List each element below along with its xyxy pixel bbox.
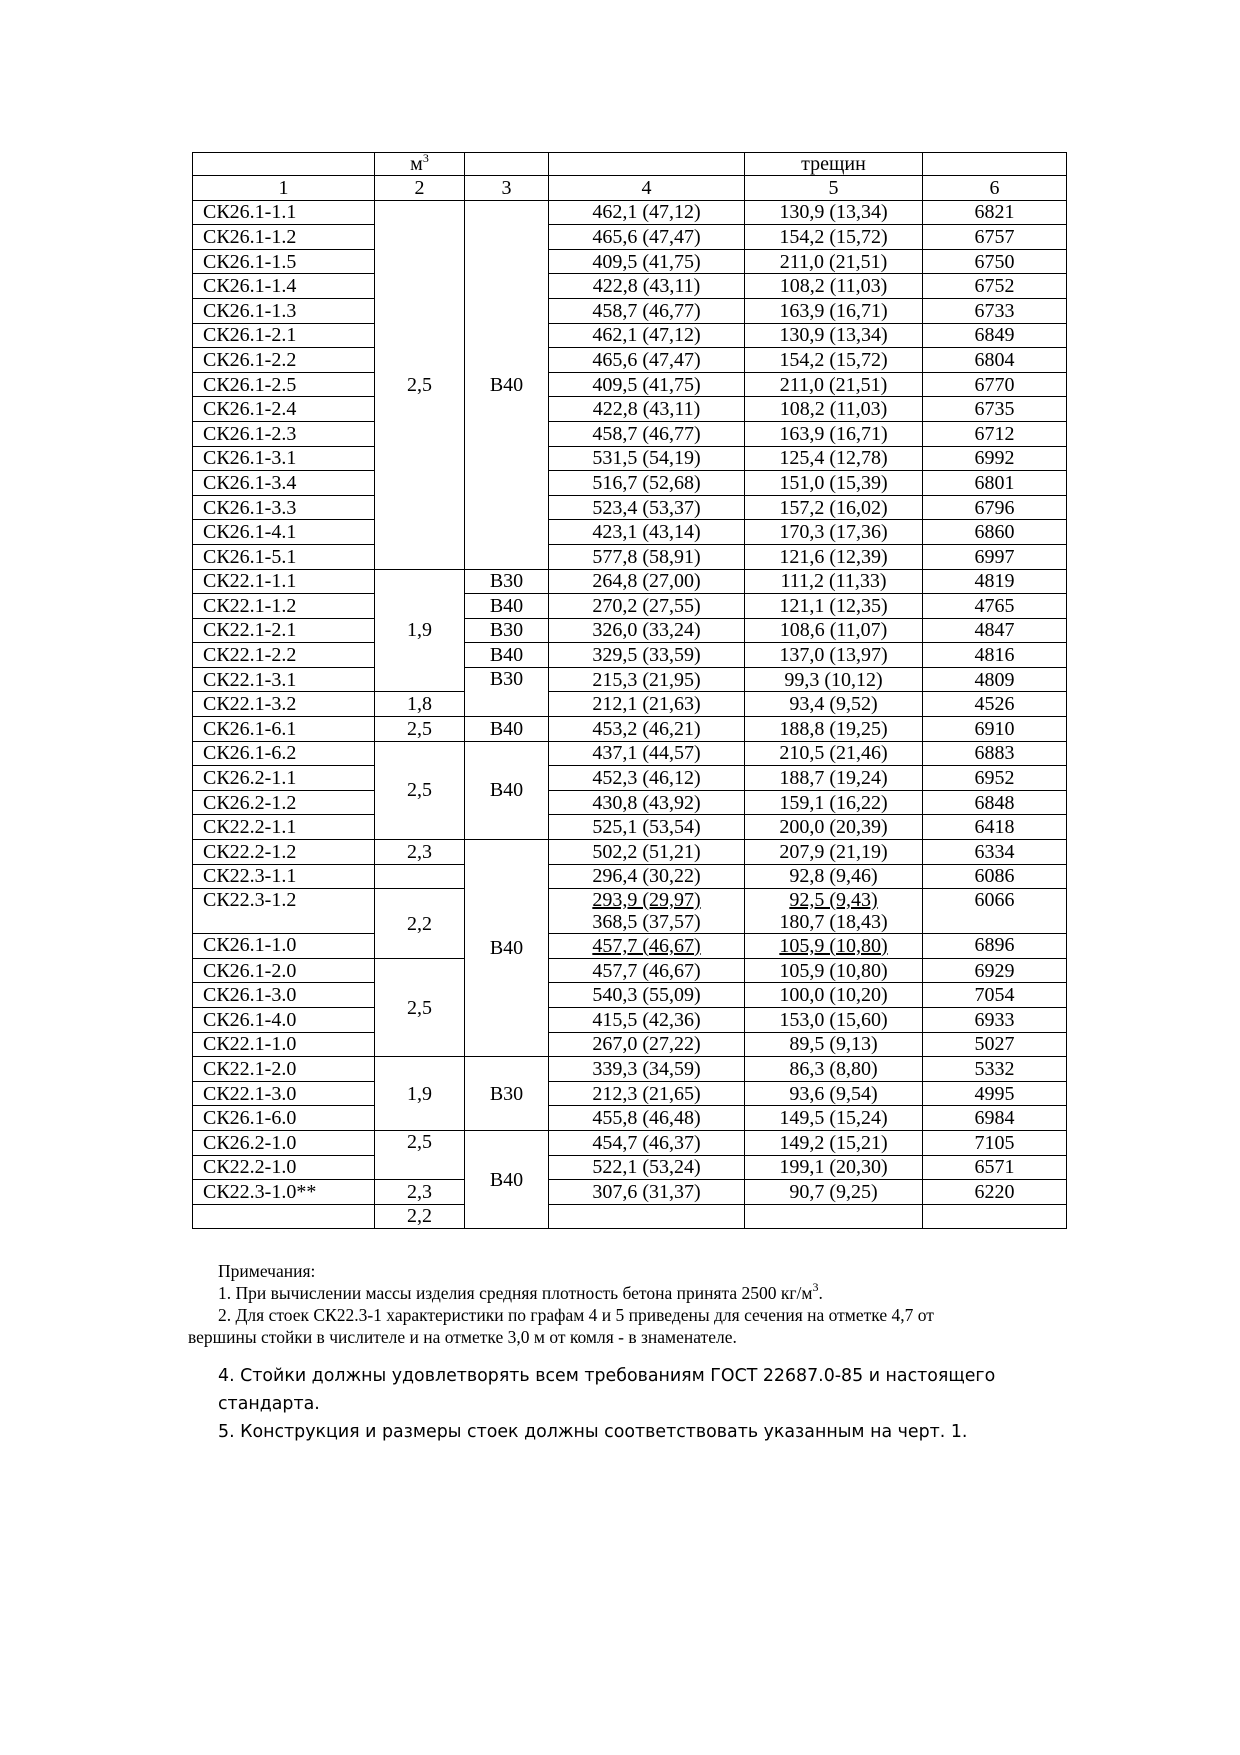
mass-value: 6418 <box>923 815 1067 840</box>
crack-value: 137,0 (13,97) <box>745 643 923 668</box>
concrete-class-cell: В30 <box>465 569 549 594</box>
table-notes <box>188 1260 1052 1348</box>
load-value: 437,1 (44,57) <box>549 741 745 766</box>
crack-value: 108,2 (11,03) <box>745 397 923 422</box>
load-value: 577,8 (58,91) <box>549 544 745 569</box>
header-cell-6 <box>923 153 1067 176</box>
load-value: 522,1 (53,24) <box>549 1155 745 1180</box>
table-row <box>193 249 1067 274</box>
column-number: 6 <box>923 176 1067 201</box>
crack-value: 200,0 (20,39) <box>745 815 923 840</box>
product-mark: СК22.1-1.0 <box>193 1032 375 1057</box>
product-mark: СК26.1-2.4 <box>193 397 375 422</box>
load-value: 326,0 (33,24) <box>549 618 745 643</box>
crack-value-numerator: 105,9 (10,80) <box>779 935 888 958</box>
header-cell-cracks: трещин <box>745 153 923 176</box>
table-row <box>193 983 1067 1008</box>
product-mark: СК22.2-1.2 <box>193 840 375 865</box>
volume-cell: 1,8 <box>375 692 465 717</box>
mass-value: 6848 <box>923 790 1067 815</box>
load-value: 267,0 (27,22) <box>549 1032 745 1057</box>
load-value: 430,8 (43,92) <box>549 790 745 815</box>
crack-value: 100,0 (10,20) <box>745 983 923 1008</box>
crack-value: 149,2 (15,21) <box>745 1130 923 1155</box>
table-row <box>193 274 1067 299</box>
load-value: 423,1 (43,14) <box>549 520 745 545</box>
crack-value: 207,9 (21,19) <box>745 840 923 865</box>
load-value: 465,6 (47,47) <box>549 225 745 250</box>
load-value: 270,2 (27,55) <box>549 594 745 619</box>
table-row <box>193 934 1067 959</box>
volume-cell: 2,5 <box>375 741 465 839</box>
mass-value: 6804 <box>923 348 1067 373</box>
product-mark: СК22.1-2.0 <box>193 1057 375 1082</box>
product-mark: СК22.1-2.2 <box>193 643 375 668</box>
load-value: 264,8 (27,00) <box>549 569 745 594</box>
table-row <box>193 495 1067 520</box>
load-value: 455,8 (46,48) <box>549 1106 745 1131</box>
product-mark: СК22.1-3.2 <box>193 692 375 717</box>
table-row <box>193 840 1067 865</box>
crack-value: 170,3 (17,36) <box>745 520 923 545</box>
table-row <box>193 1180 1067 1205</box>
mass-value: 6952 <box>923 766 1067 791</box>
table-row <box>193 298 1067 323</box>
load-value: 523,4 (53,37) <box>549 495 745 520</box>
volume-cell: 2,3 <box>375 1180 465 1205</box>
table-row <box>193 225 1067 250</box>
concrete-class-cell: В30 <box>465 1057 549 1131</box>
mass-value: 6334 <box>923 840 1067 865</box>
product-mark: СК26.1-6.0 <box>193 1106 375 1131</box>
crack-value: 125,4 (12,78) <box>745 446 923 471</box>
mass-value: 6796 <box>923 495 1067 520</box>
load-value-numerator: 293,9 (29,97) <box>592 889 701 912</box>
crack-value: 108,6 (11,07) <box>745 618 923 643</box>
mass-value: 5332 <box>923 1057 1067 1082</box>
header-cell-volume-unit: $м^3$ <box>375 153 465 176</box>
load-value-denominator: 368,5 (37,57) <box>592 911 701 934</box>
table-row <box>193 323 1067 348</box>
mass-value: 4809 <box>923 667 1067 692</box>
load-value-numerator: 457,7 (46,67) <box>592 935 701 958</box>
header-row-continued <box>193 153 1067 176</box>
note-1: 1. При вычислении массы изделия средняя плотность бетона принята 2500 $кг/м^3$. <box>218 1280 823 1303</box>
product-mark: СК26.1-4.0 <box>193 1008 375 1033</box>
crack-value: 105,9 (10,80) <box>745 958 923 983</box>
mass-value: 4819 <box>923 569 1067 594</box>
volume-cell: 2,5 <box>375 958 465 1056</box>
header-cell-4 <box>549 153 745 176</box>
load-value: 212,3 (21,65) <box>549 1081 745 1106</box>
mass-value: 6757 <box>923 225 1067 250</box>
table-row <box>193 766 1067 791</box>
table-row <box>193 958 1067 983</box>
volume-cell: 2,5 <box>375 200 465 569</box>
table-row <box>193 889 1067 934</box>
load-value: 502,2 (51,21) <box>549 840 745 865</box>
mass-value: 6910 <box>923 717 1067 742</box>
column-number: 3 <box>465 176 549 201</box>
volume-cell: 2,2 <box>375 1204 465 1229</box>
mass-value: 6896 <box>923 934 1067 959</box>
table-row <box>193 372 1067 397</box>
crack-value: 154,2 (15,72) <box>745 348 923 373</box>
table-row <box>193 741 1067 766</box>
load-value: 525,1 (53,54) <box>549 815 745 840</box>
load-value: 307,6 (31,37) <box>549 1180 745 1205</box>
crack-value: 159,1 (16,22) <box>745 790 923 815</box>
note-2-line-1: 2. Для стоек СК22.3-1 характеристики по графам 4 и 5 приведены для сечения на отметке 4,7 от <box>218 1305 934 1325</box>
crack-value: 93,6 (9,54) <box>745 1081 923 1106</box>
mass-value: 4816 <box>923 643 1067 668</box>
mass-value: 7054 <box>923 983 1067 1008</box>
load-value: 215,3 (21,95) <box>549 667 745 692</box>
product-mark: СК26.1-2.0 <box>193 958 375 983</box>
volume-cell: 1,9 <box>375 569 465 692</box>
load-value: 465,6 (47,47) <box>549 348 745 373</box>
crack-value: 188,8 (19,25) <box>745 717 923 742</box>
table-row <box>193 790 1067 815</box>
mass-value: 4847 <box>923 618 1067 643</box>
paragraph-4: 4. Стойки должны удовлетворять всем требованиям ГОСТ 22687.0-85 и настоящего стандарта. <box>218 1366 996 1414</box>
product-mark: СК26.2-1.1 <box>193 766 375 791</box>
concrete-class-cell: В40 <box>465 840 549 1057</box>
table-row <box>193 397 1067 422</box>
table-row <box>193 594 1067 619</box>
product-mark: СК22.1-3.0 <box>193 1081 375 1106</box>
mass-value: 6883 <box>923 741 1067 766</box>
table-row <box>193 1032 1067 1057</box>
concrete-class-cell: В30 <box>465 667 549 716</box>
body-text <box>218 1362 1098 1446</box>
product-mark: СК26.1-3.0 <box>193 983 375 1008</box>
crack-value-numerator: 92,5 (9,43) <box>789 889 878 912</box>
crack-value: 108,2 (11,03) <box>745 274 923 299</box>
load-value: 422,8 (43,11) <box>549 274 745 299</box>
crack-value: 130,9 (13,34) <box>745 200 923 225</box>
volume-cell: 2,3 <box>375 840 465 865</box>
crack-value: 163,9 (16,71) <box>745 421 923 446</box>
product-mark: СК26.1-3.4 <box>193 471 375 496</box>
mass-value: 5027 <box>923 1032 1067 1057</box>
column-number-row <box>193 176 1067 201</box>
product-mark: СК26.1-3.1 <box>193 446 375 471</box>
crack-value: 99,3 (10,12) <box>745 667 923 692</box>
crack-value: 151,0 (15,39) <box>745 471 923 496</box>
mass-value: 6801 <box>923 471 1067 496</box>
notes-title: Примечания: <box>218 1261 316 1281</box>
load-value <box>549 934 745 959</box>
load-value: 531,5 (54,19) <box>549 446 745 471</box>
mass-value: 6821 <box>923 200 1067 225</box>
table-row <box>193 1008 1067 1033</box>
crack-value: 90,7 (9,25) <box>745 1180 923 1205</box>
crack-value: 199,1 (20,30) <box>745 1155 923 1180</box>
concrete-class-cell: В40 <box>465 643 549 668</box>
mass-value: 4995 <box>923 1081 1067 1106</box>
column-number: 4 <box>549 176 745 201</box>
product-mark: СК22.2-1.0 <box>193 1155 375 1180</box>
product-mark: СК26.1-2.2 <box>193 348 375 373</box>
mass-value: 6860 <box>923 520 1067 545</box>
table-row <box>193 544 1067 569</box>
crack-value <box>745 1204 923 1229</box>
volume-cell: 2,5 <box>375 717 465 742</box>
product-mark: СК26.1-1.3 <box>193 298 375 323</box>
product-mark: СК26.1-2.3 <box>193 421 375 446</box>
product-mark: СК22.3-1.1 <box>193 864 375 889</box>
crack-value: 93,4 (9,52) <box>745 692 923 717</box>
crack-value: 111,2 (11,33) <box>745 569 923 594</box>
column-number: 2 <box>375 176 465 201</box>
product-mark: СК26.1-2.5 <box>193 372 375 397</box>
concrete-class-cell: В40 <box>465 594 549 619</box>
crack-value: 149,5 (15,24) <box>745 1106 923 1131</box>
product-mark: СК22.2-1.1 <box>193 815 375 840</box>
mass-value: 6735 <box>923 397 1067 422</box>
load-value: 415,5 (42,36) <box>549 1008 745 1033</box>
table-row <box>193 1155 1067 1180</box>
product-mark: СК26.1-6.1 <box>193 717 375 742</box>
crack-value: 121,1 (12,35) <box>745 594 923 619</box>
mass-value: 6992 <box>923 446 1067 471</box>
paragraph-5: 5. Конструкция и размеры стоек должны соответствовать указанным на черт. 1. <box>218 1422 968 1442</box>
concrete-class-cell: В40 <box>465 741 549 839</box>
crack-value <box>745 934 923 959</box>
load-value: 409,5 (41,75) <box>549 372 745 397</box>
crack-value: 211,0 (21,51) <box>745 249 923 274</box>
table-row <box>193 1081 1067 1106</box>
load-value: 452,3 (46,12) <box>549 766 745 791</box>
load-value: 453,2 (46,21) <box>549 717 745 742</box>
volume-cell: 2,5 <box>375 1130 465 1179</box>
product-mark: СК26.1-3.3 <box>193 495 375 520</box>
table-row <box>193 864 1067 889</box>
product-mark: СК26.2-1.0 <box>193 1130 375 1155</box>
column-number: 1 <box>193 176 375 201</box>
mass-value: 6849 <box>923 323 1067 348</box>
table-row <box>193 1106 1067 1131</box>
column-number: 5 <box>745 176 923 201</box>
table-row <box>193 200 1067 225</box>
mass-value: 6933 <box>923 1008 1067 1033</box>
concrete-class-cell: В40 <box>465 717 549 742</box>
volume-cell: 2,2 <box>375 889 465 959</box>
concrete-class-cell: В40 <box>465 1130 549 1228</box>
mass-value: 6066 <box>923 889 1067 934</box>
crack-value-denominator: 180,7 (18,43) <box>779 911 888 934</box>
concrete-class-cell: В30 <box>465 618 549 643</box>
specification-table <box>192 152 1067 1229</box>
crack-value <box>745 889 923 934</box>
crack-value: 157,2 (16,02) <box>745 495 923 520</box>
table-row <box>193 618 1067 643</box>
mass-value: 6929 <box>923 958 1067 983</box>
mass-value: 7105 <box>923 1130 1067 1155</box>
load-value: 454,7 (46,37) <box>549 1130 745 1155</box>
table-row <box>193 471 1067 496</box>
product-mark: СК26.1-2.1 <box>193 323 375 348</box>
mass-value <box>923 1204 1067 1229</box>
table-row <box>193 421 1067 446</box>
table-row <box>193 643 1067 668</box>
product-mark: СК26.1-1.0 <box>193 934 375 959</box>
volume-cell <box>375 864 465 889</box>
mass-value: 6733 <box>923 298 1067 323</box>
header-cell-3 <box>465 153 549 176</box>
table-row <box>193 520 1067 545</box>
crack-value: 210,5 (21,46) <box>745 741 923 766</box>
load-value: 458,7 (46,77) <box>549 298 745 323</box>
mass-value: 6997 <box>923 544 1067 569</box>
load-value: 409,5 (41,75) <box>549 249 745 274</box>
load-value: 540,3 (55,09) <box>549 983 745 1008</box>
mass-value: 6086 <box>923 864 1067 889</box>
crack-value: 92,8 (9,46) <box>745 864 923 889</box>
product-mark: СК22.3-1.0** <box>193 1180 375 1205</box>
table-row <box>193 692 1067 717</box>
table-row <box>193 446 1067 471</box>
crack-value: 130,9 (13,34) <box>745 323 923 348</box>
volume-cell: 1,9 <box>375 1057 465 1131</box>
product-mark <box>193 1204 375 1229</box>
mass-value: 6770 <box>923 372 1067 397</box>
table-row <box>193 1130 1067 1155</box>
product-mark: СК26.1-1.2 <box>193 225 375 250</box>
product-mark: СК26.1-1.4 <box>193 274 375 299</box>
load-value: 339,3 (34,59) <box>549 1057 745 1082</box>
load-value: 462,1 (47,12) <box>549 200 745 225</box>
product-mark: СК26.1-1.5 <box>193 249 375 274</box>
crack-value: 153,0 (15,60) <box>745 1008 923 1033</box>
load-value <box>549 1204 745 1229</box>
mass-value: 4765 <box>923 594 1067 619</box>
table-row <box>193 348 1067 373</box>
crack-value: 86,3 (8,80) <box>745 1057 923 1082</box>
load-value: 458,7 (46,77) <box>549 421 745 446</box>
product-mark: СК26.1-6.2 <box>193 741 375 766</box>
crack-value: 154,2 (15,72) <box>745 225 923 250</box>
load-value: 462,1 (47,12) <box>549 323 745 348</box>
load-value: 296,4 (30,22) <box>549 864 745 889</box>
product-mark: СК22.1-2.1 <box>193 618 375 643</box>
mass-value: 6984 <box>923 1106 1067 1131</box>
mass-value: 6571 <box>923 1155 1067 1180</box>
mass-value: 6712 <box>923 421 1067 446</box>
load-value: 329,5 (33,59) <box>549 643 745 668</box>
table-row <box>193 815 1067 840</box>
note-2-line-2: вершины стойки в числителе и на отметке 3,0 м от комля - в знаменателе. <box>188 1327 737 1347</box>
product-mark: СК26.2-1.2 <box>193 790 375 815</box>
table-row <box>193 717 1067 742</box>
table-row <box>193 1057 1067 1082</box>
product-mark: СК22.1-3.1 <box>193 667 375 692</box>
product-mark: СК22.1-1.2 <box>193 594 375 619</box>
mass-value: 6220 <box>923 1180 1067 1205</box>
load-value: 457,7 (46,67) <box>549 958 745 983</box>
product-mark: СК26.1-5.1 <box>193 544 375 569</box>
mass-value: 6750 <box>923 249 1067 274</box>
product-mark: СК22.1-1.1 <box>193 569 375 594</box>
crack-value: 163,9 (16,71) <box>745 298 923 323</box>
load-value: 212,1 (21,63) <box>549 692 745 717</box>
crack-value: 188,7 (19,24) <box>745 766 923 791</box>
table-row <box>193 667 1067 692</box>
load-value: 422,8 (43,11) <box>549 397 745 422</box>
concrete-class-cell: В40 <box>465 200 549 569</box>
product-mark: СК26.1-4.1 <box>193 520 375 545</box>
crack-value: 211,0 (21,51) <box>745 372 923 397</box>
crack-value: 89,5 (9,13) <box>745 1032 923 1057</box>
mass-value: 6752 <box>923 274 1067 299</box>
product-mark: СК22.3-1.2 <box>193 889 375 934</box>
product-mark: СК26.1-1.1 <box>193 200 375 225</box>
table-row <box>193 569 1067 594</box>
load-value: 516,7 (52,68) <box>549 471 745 496</box>
crack-value: 121,6 (12,39) <box>745 544 923 569</box>
table-row <box>193 1204 1067 1229</box>
header-cell-1 <box>193 153 375 176</box>
mass-value: 4526 <box>923 692 1067 717</box>
load-value <box>549 889 745 934</box>
